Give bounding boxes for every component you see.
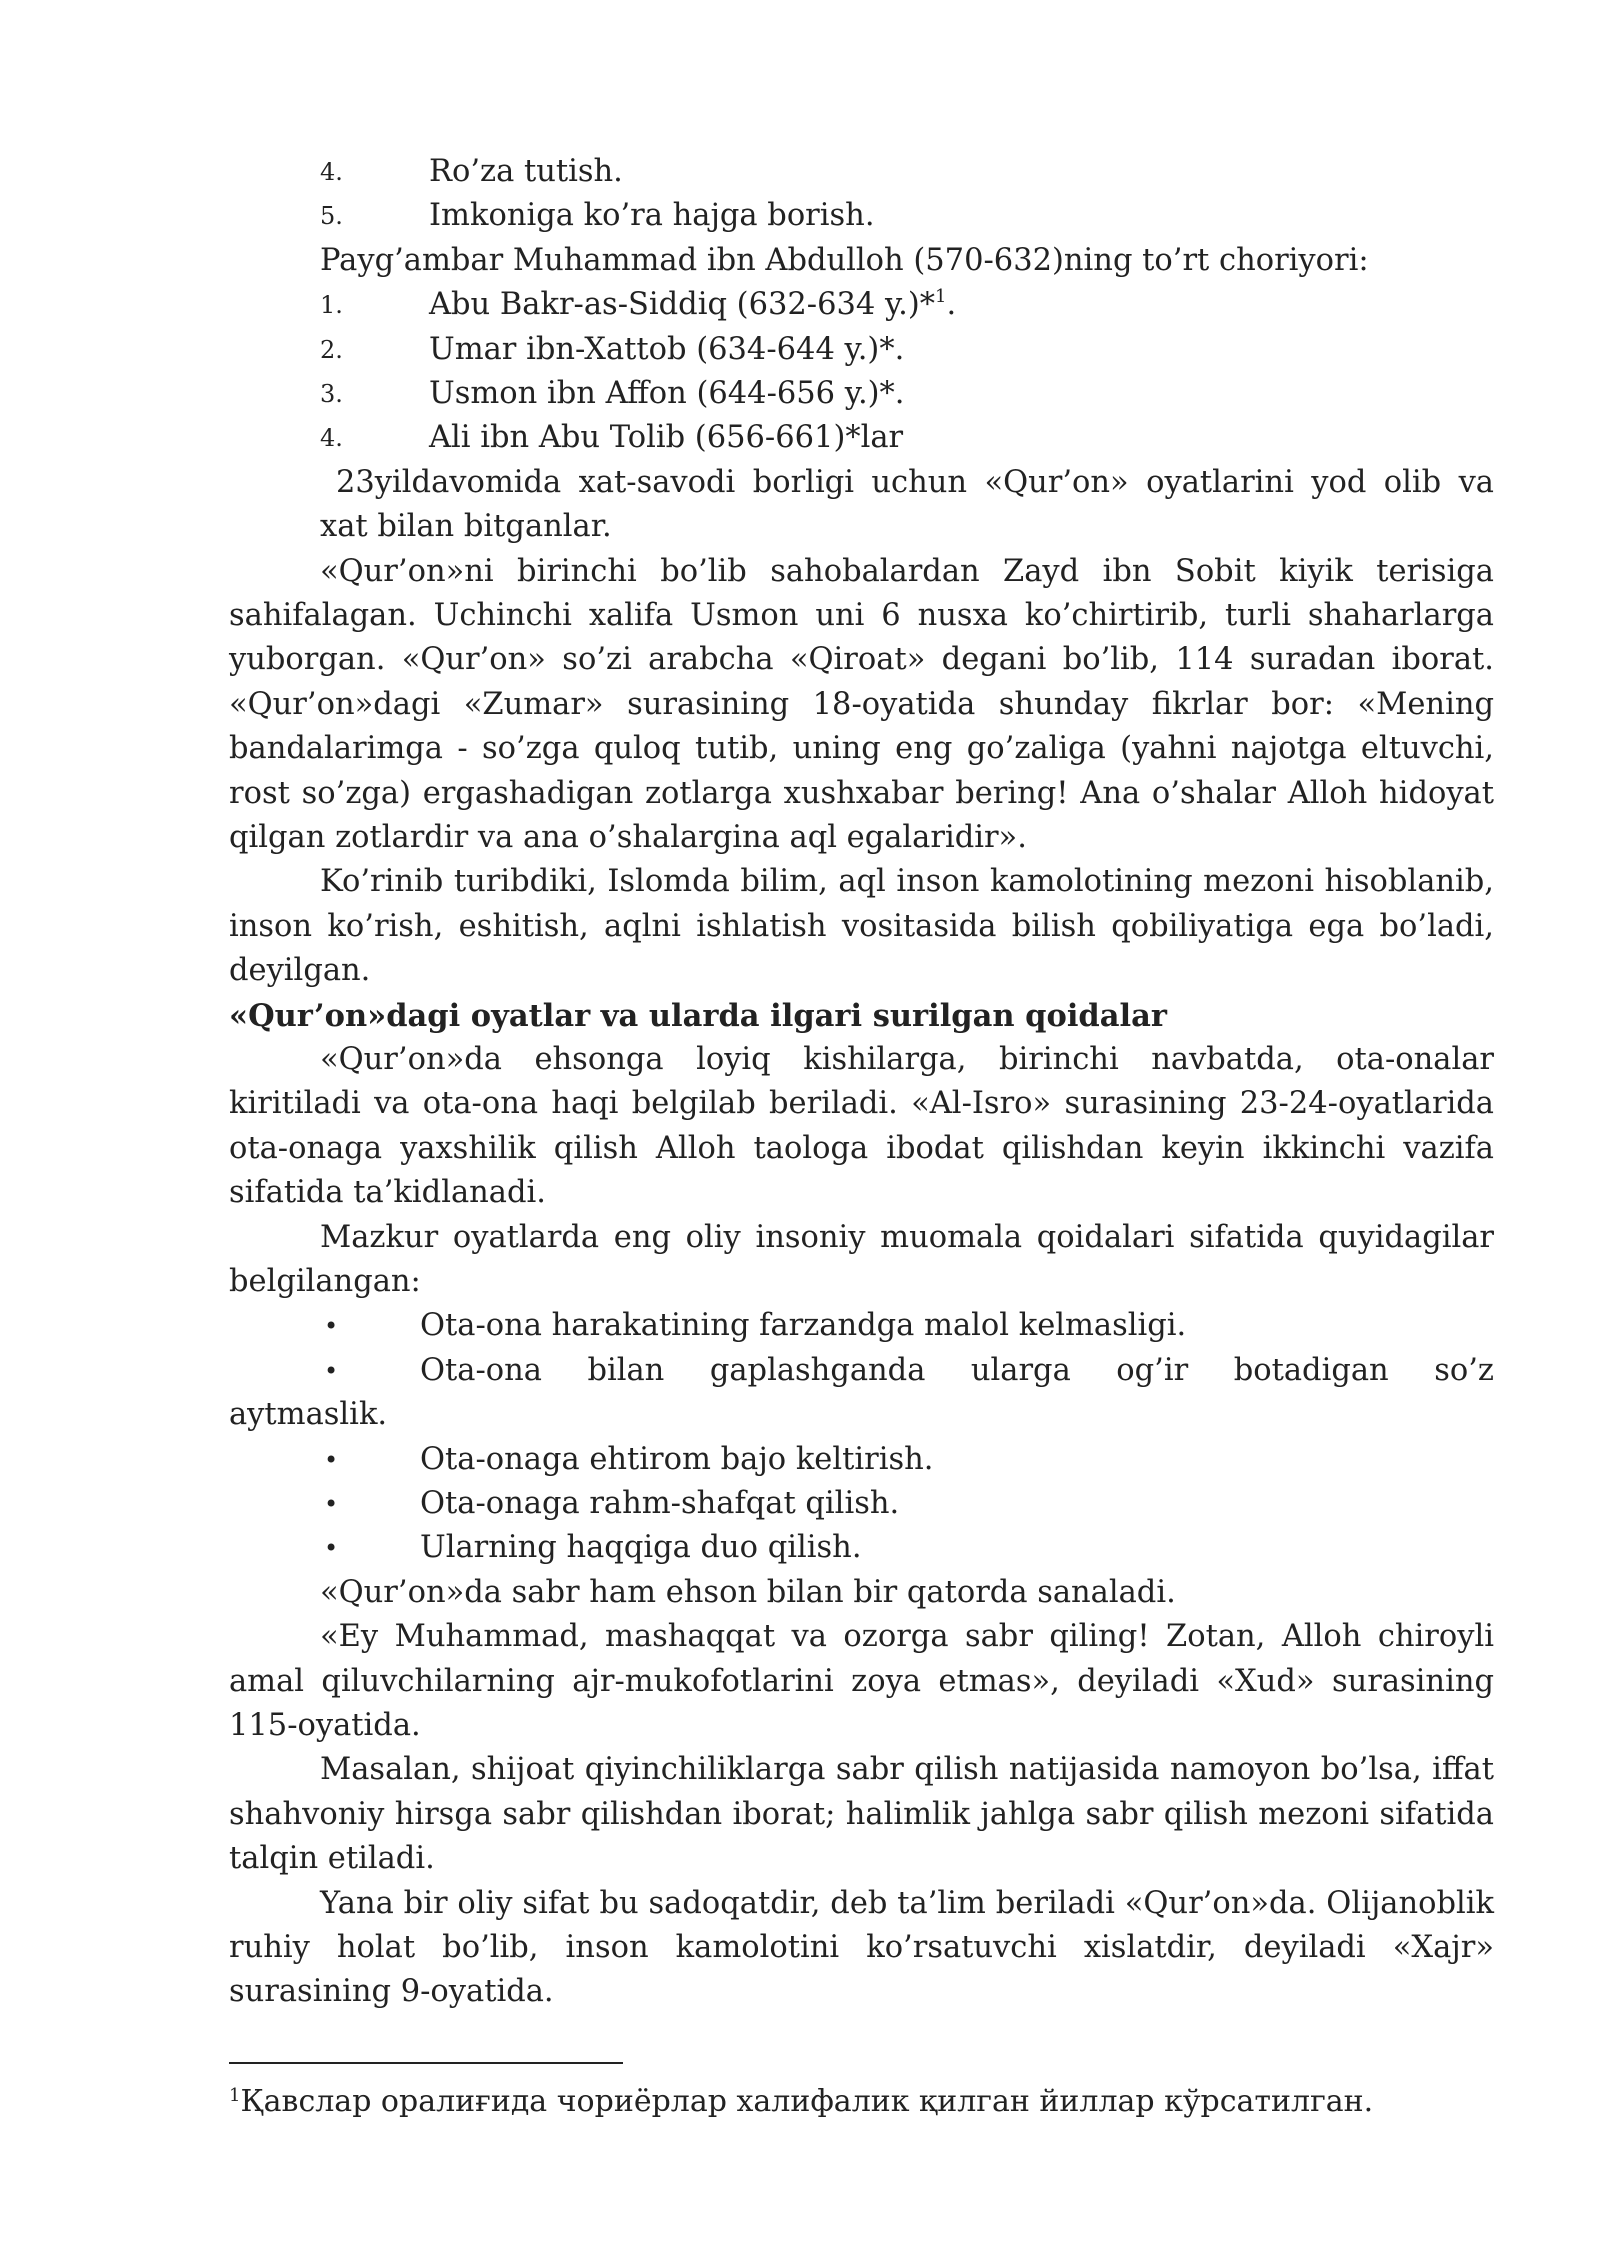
list-number: 4. (320, 158, 343, 186)
paragraph: Ko’rinib turibdiki, Islomda bilim, aql inson kamolotining mezoni hisoblanib, inson ko’rish, eshitish, aqlni ishlatish vositasida bilish qobiliyatiga ega bo’ladi, deyilgan. (229, 864, 1494, 989)
bullet-text: Ota-onaga ehtirom bajo keltirish. (420, 1441, 934, 1477)
bullet-continuation: aytmaslik. (229, 1397, 388, 1433)
paragraph: Mazkur oyatlarda eng oliy insoniy muomala qoidalari sifatida quyidagilar belgilangan: (229, 1219, 1494, 1299)
bullet-text: Ota-ona harakatining farzandga malol kelmasligi. (420, 1308, 1187, 1344)
bullet-item (229, 1349, 1494, 1393)
footnote-ref[interactable]: 1 (935, 286, 947, 308)
footnote-separator (229, 2062, 623, 2064)
list-text (429, 283, 956, 327)
list-number: 4. (320, 424, 343, 453)
list-text: Umar ibn-Xattob (634-644 y.)*. (429, 331, 905, 367)
footnote-text: Қавслар оралиғида чориёрлар халифалик қилган йиллар кўрсатилган. (240, 2084, 1374, 2119)
paragraph: «Qur’on»da sabr ham ehson bilan bir qatorda sanaladi. (320, 1574, 1176, 1610)
list-text: Imkoniga ko’ra hajga borish. (429, 198, 875, 234)
paragraph-line: xat bilan bitganlar. (320, 509, 612, 545)
list-number: 1. (320, 291, 343, 320)
bullet-icon: • (324, 1489, 339, 1518)
bullet-icon: • (324, 1356, 339, 1385)
list-item (229, 283, 1494, 327)
paragraph: Masalan, shijoat qiyinchiliklarga sabr qilish natijasida namoyon bo’lsa, iffat shahvoniy hirsga sabr qilishdan iborat; halimlik jahlga sabr qilish mezoni sifatida talqin etiladi. (229, 1752, 1494, 1877)
bullet-item (229, 1526, 1494, 1570)
list-number: 3. (320, 379, 343, 408)
bullet-item (229, 1482, 1494, 1526)
paragraph: Yana bir oliy sifat bu sadoqatdir, deb ta’lim beriladi «Qur’on»da. Olijanoblik ruhiy holat bo’lib, inson kamolotini ko’rsatuvchi xislatdir, deyiladi «Xajr» surasining 9-oyatida. (229, 1885, 1494, 2010)
list-number: 2. (320, 335, 343, 364)
list-item (229, 328, 1494, 372)
bullet-icon: • (324, 1534, 339, 1563)
paragraph: «Qur’on»da ehsonga loyiq kishilarga, birinchi navbatda, ota-onalar kiritiladi va ota-ona haqi belgilab beriladi. «Al-Isro» surasining 23-24-oyatlarida ota-onaga yaxshilik qilish Alloh taologa ibodat qilishdan keyin ikkinchi vazifa sifatida ta’kidlanadi. (229, 1041, 1494, 1211)
section-heading: «Qur’on»dagi oyatlar va ularda ilgari surilgan qoidalar (229, 997, 1167, 1034)
list-item (229, 194, 1494, 238)
bullet-text: Ularning haqqiga duo qilish. (420, 1530, 862, 1566)
paragraph: «Qur’on»ni birinchi bo’lib sahobalardan Zayd ibn Sobit kiyik terisiga sahifalagan. Uchinchi xalifa Usmon uni 6 nusxa ko’chirtirib, turli shaharlarga yuborgan. «Qur’on» so’zi arabcha «Qiroat» degani bo’lib, 114 suradan iborat. «Qur’on»dagi «Zumar» surasining 18-oyatida shunday fikrlar bor: «Mening bandalarimga - so’zga quloq tutib, uning eng go’zaliga (yahni najotga eltuvchi, rost so’zga) ergashadigan zotlarga xushxabar bering! Ana o’shalar Alloh hidoyat qilgan zotlardir va ana o’shalargina aql egalaridir». (229, 553, 1494, 855)
list-item (229, 150, 1494, 194)
bullet-icon: • (324, 1445, 339, 1474)
footnote-mark: 1 (229, 2085, 241, 2106)
list-text: Ro’za tutish. (429, 154, 623, 189)
paragraph: «Ey Muhammad, mashaqqat va ozorga sabr qiling! Zotan, Alloh chiroyli amal qiluvchilarning ajr-mukofotlarini zoya etmas», deyiladi «Xud» surasining 115-oyatida. (229, 1619, 1494, 1743)
paragraph-line: 23yildavomida xat-savodi borligi uchun «Qur’on» oyatlarini yod olib va (336, 464, 1494, 500)
bullet-icon: • (324, 1312, 339, 1341)
document-page (229, 150, 1494, 2015)
list-number: 5. (320, 202, 343, 231)
bullet-item (229, 1304, 1494, 1348)
list-text: Usmon ibn Affon (644-656 y.)*. (429, 375, 905, 411)
list-item (229, 372, 1494, 416)
list-item (229, 416, 1494, 460)
bullet-text: Ota-onaga rahm-shafqat qilish. (420, 1485, 900, 1521)
list-text-main: Abu Bakr-as-Siddiq (632-634 y.)* (429, 287, 936, 323)
choriyor-intro: Payg’ambar Muhammad ibn Abdulloh (570-632)ning to’rt choriyori: (320, 242, 1369, 278)
bullet-text: Ota-ona bilan gaplashganda ularga og’ir botadigan so’z (420, 1352, 1494, 1388)
bullet-item (229, 1438, 1494, 1482)
list-text: Ali ibn Abu Tolib (656-661)*lar (429, 420, 904, 456)
footnote (229, 2080, 1494, 2124)
list-text-end: . (946, 287, 957, 323)
